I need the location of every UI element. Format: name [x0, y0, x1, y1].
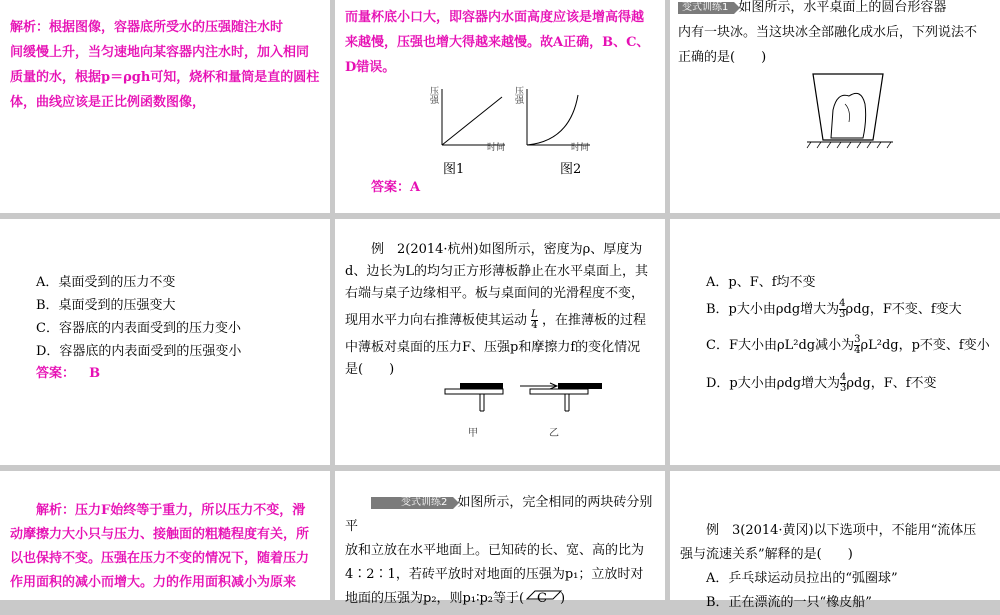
text-line-span: 如图所示，完全相同的两块砖分别平: [345, 495, 653, 534]
text-line: 间缓慢上升，当匀速地向某容器内注水时，加入相同: [10, 45, 310, 60]
option-text: ρdg，F、f不变: [846, 376, 937, 391]
text-line: 右端与桌子边缘相平。板与桌面间的光滑程度不变，: [345, 286, 645, 301]
text-line: [345, 491, 663, 539]
fig2-ylabel: 压强: [515, 87, 525, 106]
panel-options-1: [0, 219, 330, 465]
option-text: C．F大小由ρL²dg减小为: [706, 338, 855, 353]
panel-question-1: [670, 0, 1000, 213]
text-span: 现用水平力向右推薄板使其运动: [345, 313, 528, 328]
option-b: [706, 299, 962, 321]
fraction-l-over-4: [531, 310, 538, 331]
answer-label: 答案：: [36, 366, 76, 381]
text-span: ，在推薄板的过程: [541, 313, 646, 328]
option-text: D．p大小由ρdg增大为: [706, 376, 841, 391]
text-line: 中薄板对桌面的压力F、压强p和摩擦力f的变化情况: [345, 340, 641, 355]
solution-text: [10, 15, 328, 115]
board-push-figure: [440, 379, 620, 419]
pressure-time-graphs: [430, 85, 630, 155]
option-text: ρL²dg，p不变、f变小: [860, 338, 990, 353]
text-line-span: 如图所示，水平桌面上的圆台形容器: [738, 0, 947, 15]
text-line: 强与流速关系”解释的是( ): [680, 547, 853, 562]
fig1-caption: 图1: [443, 162, 465, 177]
question-text: [345, 491, 663, 611]
text-line: D错误。: [345, 60, 396, 75]
text-line: [345, 305, 663, 337]
text-line: 来越慢，压强也增大得越来越慢。故A正确，B、C、: [345, 35, 650, 50]
option-c: C．容器底的内表面受到的压力变小: [36, 321, 241, 336]
question-text: [678, 0, 998, 70]
frac-den: 3: [840, 383, 847, 394]
frac-den: 3: [839, 309, 846, 320]
option-text: B．p大小由ρdg增大为: [706, 302, 840, 317]
panel-solution-1: [0, 0, 330, 213]
text-line: 质量的水，根据p＝ρgh可知，烧杯和量筒是直的圆柱: [10, 70, 320, 85]
fig1-xlabel: 时间: [487, 143, 506, 153]
text-line: 是( ): [345, 362, 395, 377]
solution-text: [10, 499, 328, 595]
fig2-xlabel: 时间: [571, 143, 590, 153]
fig1-ylabel: 压强: [430, 87, 440, 106]
text-line: 动摩擦力大小只与压力、接触面的粗糙程度有关，所: [10, 527, 310, 542]
panel-question-2: [335, 471, 665, 606]
panel-example-2: [335, 219, 665, 465]
variant-training-badge: 变式训练2: [371, 497, 453, 509]
variant-training-badge: 变式训练1: [678, 2, 734, 14]
fig-a-label: 甲: [468, 428, 478, 439]
example-text: [345, 239, 663, 381]
brick-figure: [525, 588, 565, 600]
frac-den: 4: [531, 320, 538, 331]
text-line: 以也保持不变。压强在压力不变的情况下，随着压力: [10, 551, 310, 566]
text-line: 4∶2∶1，若砖平放时对地面的压强为p₁；立放时对: [345, 567, 644, 582]
panel-example-3: [670, 471, 1000, 610]
frac-num: 4: [839, 298, 846, 309]
frac-num: 4: [840, 372, 847, 383]
text-line: d、边长为L的均匀正方形薄板静止在水平桌面上，其: [345, 264, 648, 279]
panel-options-2: [670, 219, 1000, 465]
text-line: 地面的压强为p₂，则p₁∶p₂等于( C ): [345, 591, 566, 606]
option-b: B．桌面受到的压强变大: [36, 298, 176, 313]
text-line: 内有一块冰。当这块冰全部融化成水后，下列说法不: [678, 25, 978, 40]
text-line: B．正在漂流的一只“橡皮船”: [706, 595, 872, 610]
text-line: 作用面积的减小而增大。力的作用面积减小为原来: [10, 575, 297, 590]
frac-num: 3: [854, 334, 861, 345]
text-line: 体，曲线应该是正比例函数图像，: [10, 95, 206, 110]
answer-value: B: [89, 366, 101, 381]
text-line: 例 3(2014·黄冈)以下选项中，不能用“流体压: [706, 523, 977, 538]
text-line: 而量杯底小口大，即容器内水面高度应该是增高得越: [345, 10, 645, 25]
frac-num: L: [531, 309, 538, 320]
option-text: ρdg，F不变、f变大: [845, 302, 962, 317]
text-line: 正确的是( ): [678, 50, 767, 65]
option-c: [706, 335, 990, 357]
text-line: 放和立放在水平地面上。已知砖的长、宽、高的比为: [345, 543, 645, 558]
text-line: 例 2(2014·杭州)如图所示，密度为ρ、厚度为: [371, 242, 643, 257]
option-d: [706, 373, 937, 395]
example-text: [680, 519, 998, 615]
text-line: 解析：根据图像，容器底所受水的压强随注水时: [10, 20, 284, 35]
option-a: A．p、F、f均不变: [706, 275, 816, 290]
answer-line: [36, 362, 100, 381]
text-line: 解析：压力F始终等于重力，所以压力不变，滑: [36, 503, 306, 518]
ice-container-figure: [805, 70, 895, 155]
solution-text: [345, 5, 663, 80]
option-d: D．容器底的内表面受到的压强变小: [36, 344, 242, 359]
text-line: [678, 0, 998, 20]
text-line: A．乒乓球运动员拉出的“弧圈球”: [706, 571, 898, 586]
frac-den: 4: [854, 345, 861, 356]
option-a: A．桌面受到的压力不变: [36, 275, 176, 290]
panel-solution-3: [0, 471, 330, 600]
fig-b-label: 乙: [549, 428, 559, 439]
fig2-caption: 图2: [560, 162, 582, 177]
panel-solution-2: [335, 0, 665, 213]
answer-text: 答案：A: [371, 180, 421, 195]
